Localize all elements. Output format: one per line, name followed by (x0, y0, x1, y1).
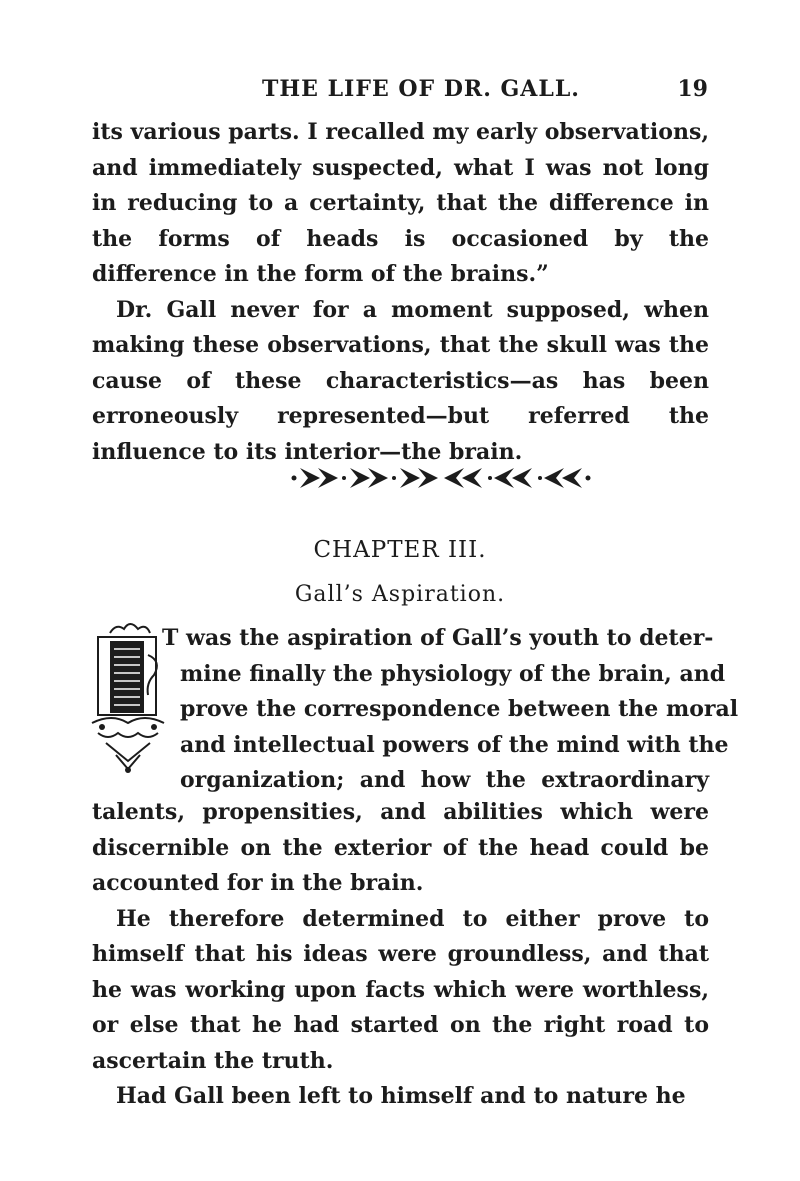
paragraph-continued: its various parts. I recalled my early observations, and immediately suspected, what I was not long in reducing to a certainty, that the difference in the forms of heads is occasioned by the difference in the form of the brains.” (92, 119, 709, 287)
paragraph-continued: talents, propensities, and abilities which were discernible on the exterior of the head could be accounted for in the brain. (92, 799, 709, 896)
opening-line: and intellectual powers of the mind with the (180, 731, 729, 758)
paragraph: He therefore determined to either prove to himself that his ideas were groundless, and that he was working upon facts which were worthless, or else that he had started on the right road to ascertain the truth. (92, 905, 709, 1074)
text-block-bottom (92, 795, 709, 1115)
decorative-divider-icon (0, 463, 800, 493)
opening-line: mine finally the physiology of the brain, and (180, 660, 726, 687)
chapter-number: CHAPTER III. (313, 537, 487, 563)
paragraph: Dr. Gall never for a moment supposed, when making these observations, that the skull was the cause of these characteristics—as has been erroneously represented—but referred the influence to its interior—the brain. (92, 296, 709, 465)
paragraph: Had Gall been left to himself and to nature he (116, 1083, 686, 1109)
opening-line: T was the aspiration of Gall’s youth to deter- (162, 625, 714, 651)
text-block-top (92, 115, 709, 470)
opening-paragraph (162, 621, 739, 799)
running-head: THE LIFE OF DR. GALL. (262, 76, 580, 102)
page-number: 19 (677, 76, 708, 102)
chapter-title: Gall’s Aspiration. (294, 582, 506, 607)
opening-line: prove the correspondence between the moral (180, 696, 739, 722)
ornamental-initial-icon (88, 615, 168, 775)
opening-line: organization; and how the extraordinary (180, 767, 709, 793)
